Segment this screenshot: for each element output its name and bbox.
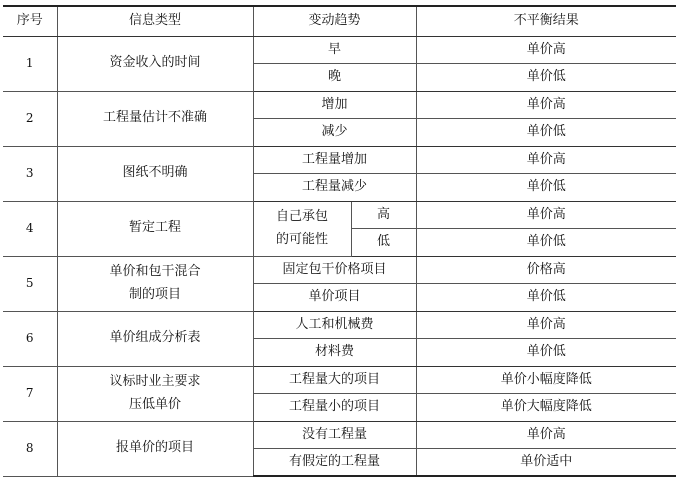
info-type-cell: 工程量估计不准确 <box>57 91 253 146</box>
row-number: 3 <box>3 146 57 201</box>
table-row <box>3 366 676 394</box>
row-number: 7 <box>3 366 57 421</box>
info-type-cell: 单价组成分析表 <box>57 311 253 366</box>
result-cell: 单价高 <box>416 36 676 64</box>
trend-cell: 人工和机械费 <box>253 311 416 339</box>
result-cell: 单价小幅度降低 <box>416 366 676 394</box>
row-number: 6 <box>3 311 57 366</box>
result-cell: 单价高 <box>416 311 676 339</box>
row-number: 2 <box>3 91 57 146</box>
trend-cell: 材料费 <box>253 339 416 367</box>
header-trend: 变动趋势 <box>253 6 416 36</box>
trend-cell: 没有工程量 <box>253 421 416 449</box>
result-cell: 单价低 <box>416 64 676 92</box>
table-row <box>3 146 676 174</box>
result-cell: 单价低 <box>416 339 676 367</box>
trend-cell: 工程量增加 <box>253 146 416 174</box>
result-cell: 单价低 <box>416 229 676 257</box>
trend-cell: 低 <box>351 229 416 257</box>
info-type-cell: 资金收入的时间 <box>57 36 253 91</box>
header-row <box>3 6 676 36</box>
result-cell: 单价低 <box>416 119 676 147</box>
trend-cell: 晚 <box>253 64 416 92</box>
result-cell: 单价高 <box>416 421 676 449</box>
result-cell: 单价适中 <box>416 449 676 477</box>
result-cell: 单价高 <box>416 91 676 119</box>
trend-cell: 工程量小的项目 <box>253 394 416 422</box>
result-cell: 单价低 <box>416 174 676 202</box>
header-info-type: 信息类型 <box>57 6 253 36</box>
table-row <box>3 91 676 119</box>
info-type-cell: 报单价的项目 <box>57 421 253 476</box>
row-number: 4 <box>3 201 57 256</box>
trend-cell: 早 <box>253 36 416 64</box>
info-type-cell: 单价和包干混合 制的项目 <box>57 256 253 311</box>
trend-cell: 有假定的工程量 <box>253 449 416 477</box>
table-row <box>3 421 676 449</box>
table-row <box>3 36 676 64</box>
result-cell: 价格高 <box>416 256 676 284</box>
table-row <box>3 256 676 284</box>
unbalanced-bid-table <box>3 5 676 477</box>
result-cell: 单价大幅度降低 <box>416 394 676 422</box>
result-cell: 单价低 <box>416 284 676 312</box>
trend-cell: 工程量减少 <box>253 174 416 202</box>
info-type-cell: 议标时业主要求 压低单价 <box>57 366 253 421</box>
result-cell: 单价高 <box>416 201 676 229</box>
row-number: 8 <box>3 421 57 476</box>
trend-cell: 高 <box>351 201 416 229</box>
header-no: 序号 <box>3 6 57 36</box>
header-result: 不平衡结果 <box>416 6 676 36</box>
row-number: 5 <box>3 256 57 311</box>
info-type-cell: 图纸不明确 <box>57 146 253 201</box>
table-body <box>3 36 676 476</box>
table-row <box>3 201 676 229</box>
result-cell: 单价高 <box>416 146 676 174</box>
trend-sub-label: 自己承包 的可能性 <box>253 201 351 256</box>
row-number: 1 <box>3 36 57 91</box>
trend-cell: 增加 <box>253 91 416 119</box>
trend-cell: 固定包干价格项目 <box>253 256 416 284</box>
trend-cell: 工程量大的项目 <box>253 366 416 394</box>
info-type-cell: 暂定工程 <box>57 201 253 256</box>
table-row <box>3 311 676 339</box>
trend-cell: 减少 <box>253 119 416 147</box>
trend-cell: 单价项目 <box>253 284 416 312</box>
